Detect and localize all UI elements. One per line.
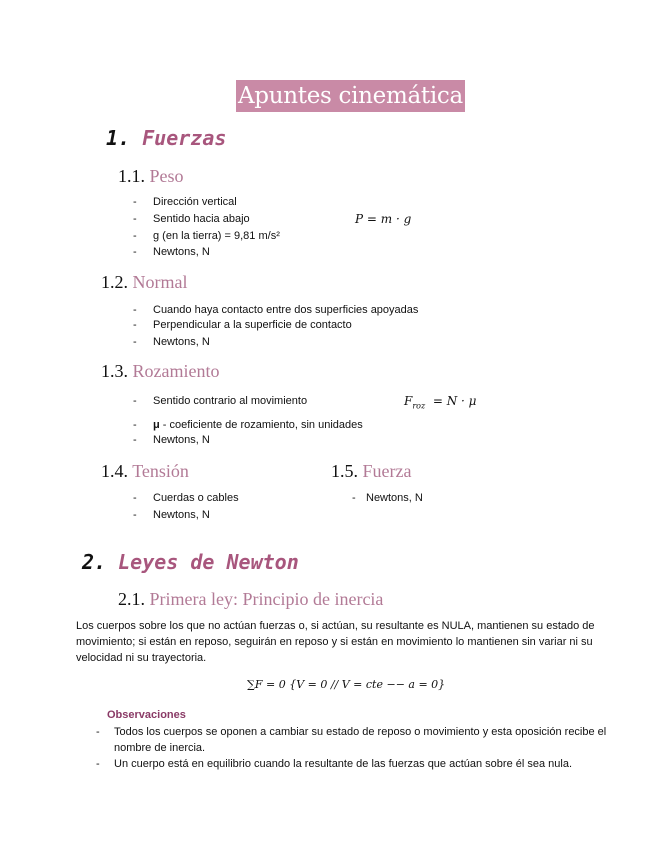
mu-symbol: μ — [153, 419, 160, 431]
primera-ley-paragraph: Los cuerpos sobre los que no actúan fuerzas o, si actúan, su resultante es NULA, mantienen su estado de movimiento; si están en reposo, seguirán en reposo y si están en movimiento lo mantienen sin variar ni su velocidad ni su trayectoria. — [76, 620, 595, 664]
subsection-normal-heading — [101, 272, 187, 293]
subsection-title: Tensión — [132, 461, 189, 481]
section-1-title: Fuerzas — [142, 126, 227, 150]
section-2-heading — [82, 550, 299, 574]
list-item: - Cuerdas o cables — [133, 492, 239, 504]
list-item: - g (en la tierra) = 9,81 m/s² — [133, 230, 280, 242]
subsection-title: Peso — [149, 166, 184, 186]
list-item: - Cuando haya contacto entre dos superficies apoyadas — [133, 304, 419, 316]
rozamiento-formula: $F_{roz} = N \cdot \mu$ — [404, 394, 477, 411]
subsection-peso-heading — [118, 166, 184, 187]
list-item: - Newtons, N — [352, 492, 423, 504]
list-item: - Newtons, N — [133, 336, 210, 348]
subsection-fuerza-heading — [331, 461, 411, 482]
subsection-number: 1.4. — [101, 461, 128, 481]
subsection-title: Normal — [132, 272, 188, 292]
list-item: - Todos los cuerpos se oponen a cambiar su estado de reposo o movimiento y esta oposición recibe el nombre de inercia. — [96, 726, 607, 754]
subsection-rozamiento-heading — [101, 361, 219, 382]
list-item: - Perpendicular a la superficie de contacto — [133, 319, 352, 331]
list-item: - Newtons, N — [133, 434, 210, 446]
subsection-title: Fuerza — [362, 461, 412, 481]
section-1-number: 1. — [106, 126, 131, 150]
list-item: - μ - coeficiente de rozamiento, sin unidades — [133, 419, 363, 431]
list-item: - Sentido contrario al movimiento — [133, 395, 308, 407]
subsection-number: 1.1. — [118, 166, 145, 186]
page-title: Apuntes cinemática — [236, 80, 465, 112]
peso-formula: P = m · g — [355, 212, 412, 226]
list-item: - Newtons, N — [133, 246, 210, 258]
subsection-title: Primera ley: Principio de inercia — [149, 589, 384, 609]
section-2-title: Leyes de Newton — [118, 550, 299, 574]
list-item: - Dirección vertical — [133, 196, 237, 208]
subsection-primera-ley-heading — [118, 589, 383, 610]
subsection-number: 1.3. — [101, 361, 128, 381]
subsection-number: 2.1. — [118, 589, 145, 609]
section-1-heading — [106, 126, 226, 150]
list-item: - Un cuerpo está en equilibrio cuando la resultante de las fuerzas que actúan sobre él sea nula. — [96, 758, 573, 770]
subsection-number: 1.5. — [331, 461, 358, 481]
list-item: - Newtons, N — [133, 509, 210, 521]
subsection-title: Rozamiento — [132, 361, 220, 381]
section-2-number: 2. — [82, 550, 107, 574]
subsection-number: 1.2. — [101, 272, 128, 292]
subsection-tension-heading — [101, 461, 189, 482]
list-item: - Sentido hacia abajo — [133, 213, 250, 225]
primera-ley-formula: ∑F = 0 {V = 0 // V = cte −− a = 0} — [247, 678, 446, 691]
observaciones-title: Observaciones — [107, 709, 186, 721]
